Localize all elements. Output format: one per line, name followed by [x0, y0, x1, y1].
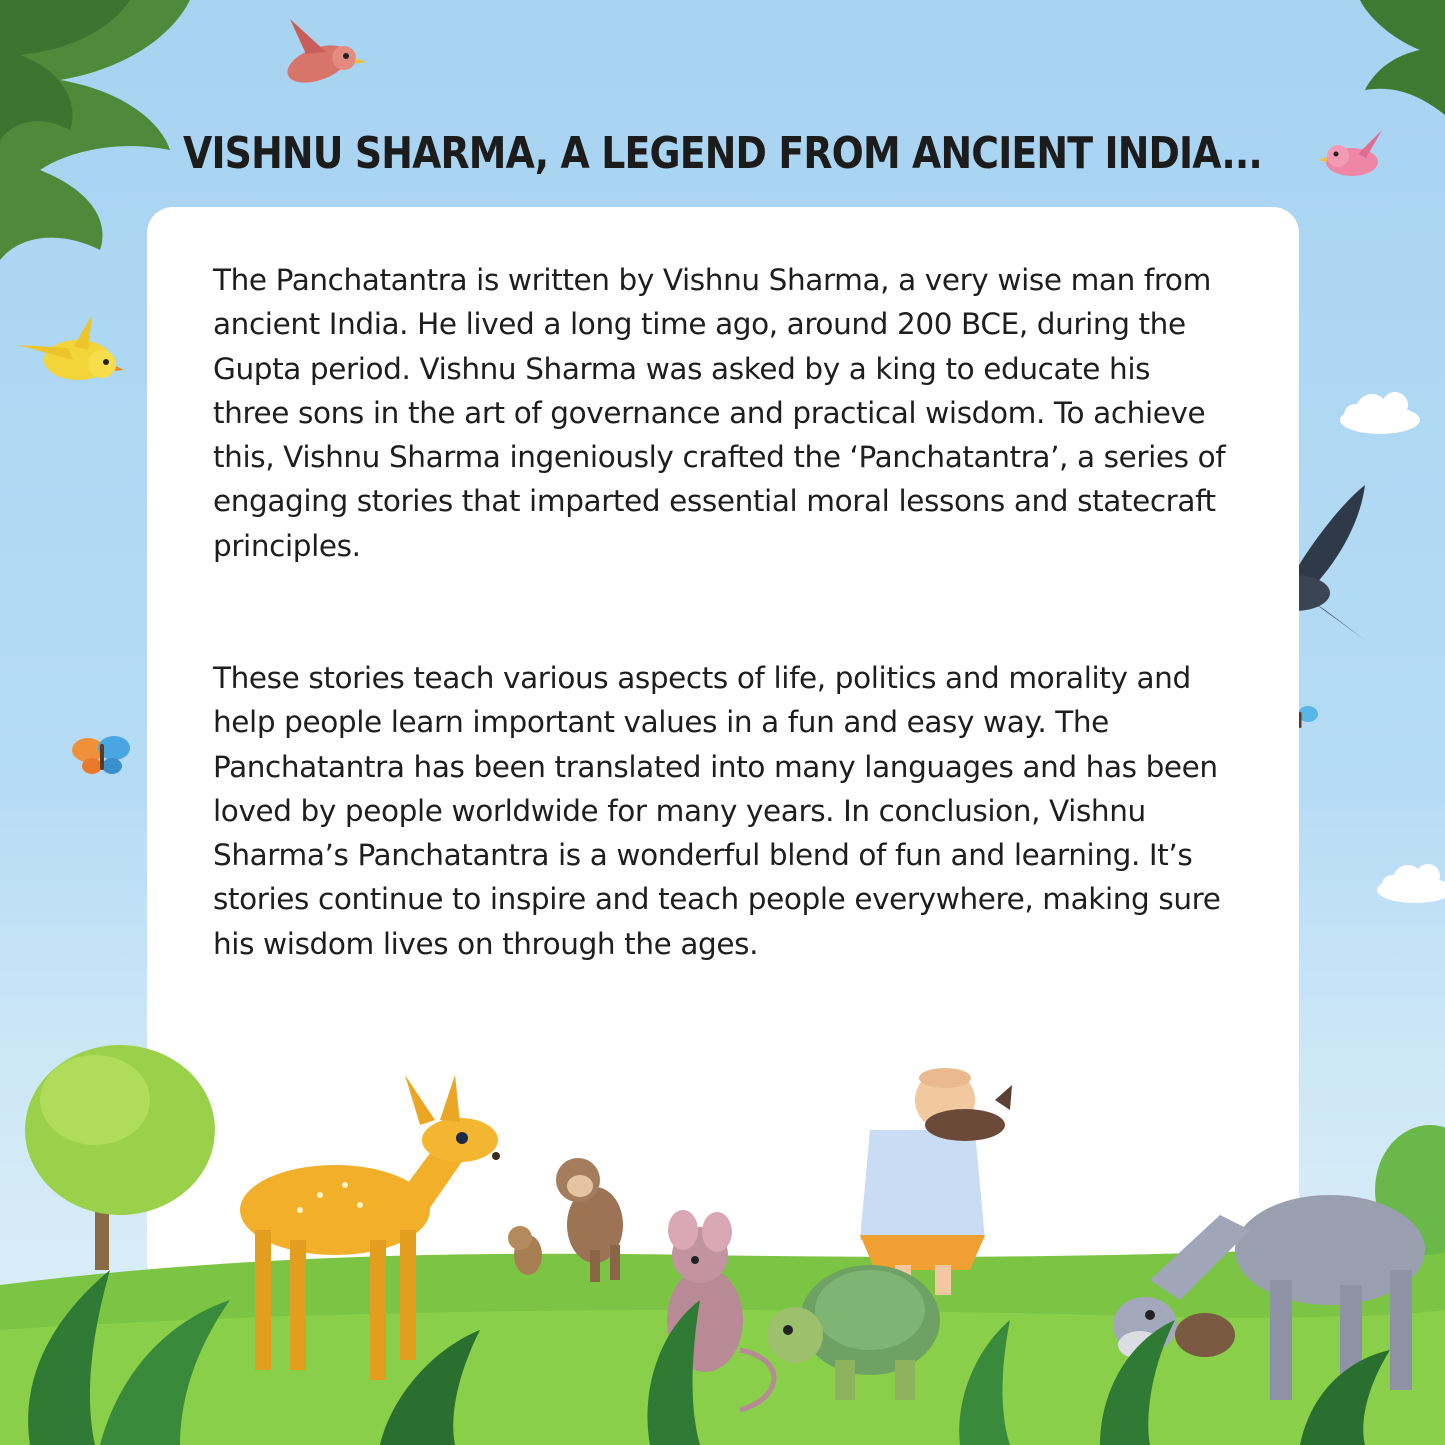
paragraph-intro: The Panchatantra is written by Vishnu Sharma, a very wise man from ancient India. He lived a long time ago, around 200 BCE, during the Gupta period. Vishnu Sharma was asked by a king to educate his three sons in the art of governance and practical wisdom. To achieve this, Vishnu Sharma ingeniously crafted the ‘Panchatantra’, a series of engaging stories that imparted essential moral lessons and statecraft principles.: [213, 263, 1226, 563]
page-title: VISHNU SHARMA, A LEGEND FROM ANCIENT INDIA...: [183, 128, 1262, 179]
tree-icon: [25, 1045, 215, 1270]
paragraph-stories: These stories teach various aspects of life, politics and morality and help people learn important values in a fun and easy way. The Panchatantra has been translated into many languages and has been loved by people worldwide for many years. In conclusion, Vishnu Sharma’s Panchatantra is a wonderful blend of fun and learning. It’s stories continue to inspire and teach people everywhere, making sure his wisdom lives on through the ages.: [213, 661, 1221, 961]
